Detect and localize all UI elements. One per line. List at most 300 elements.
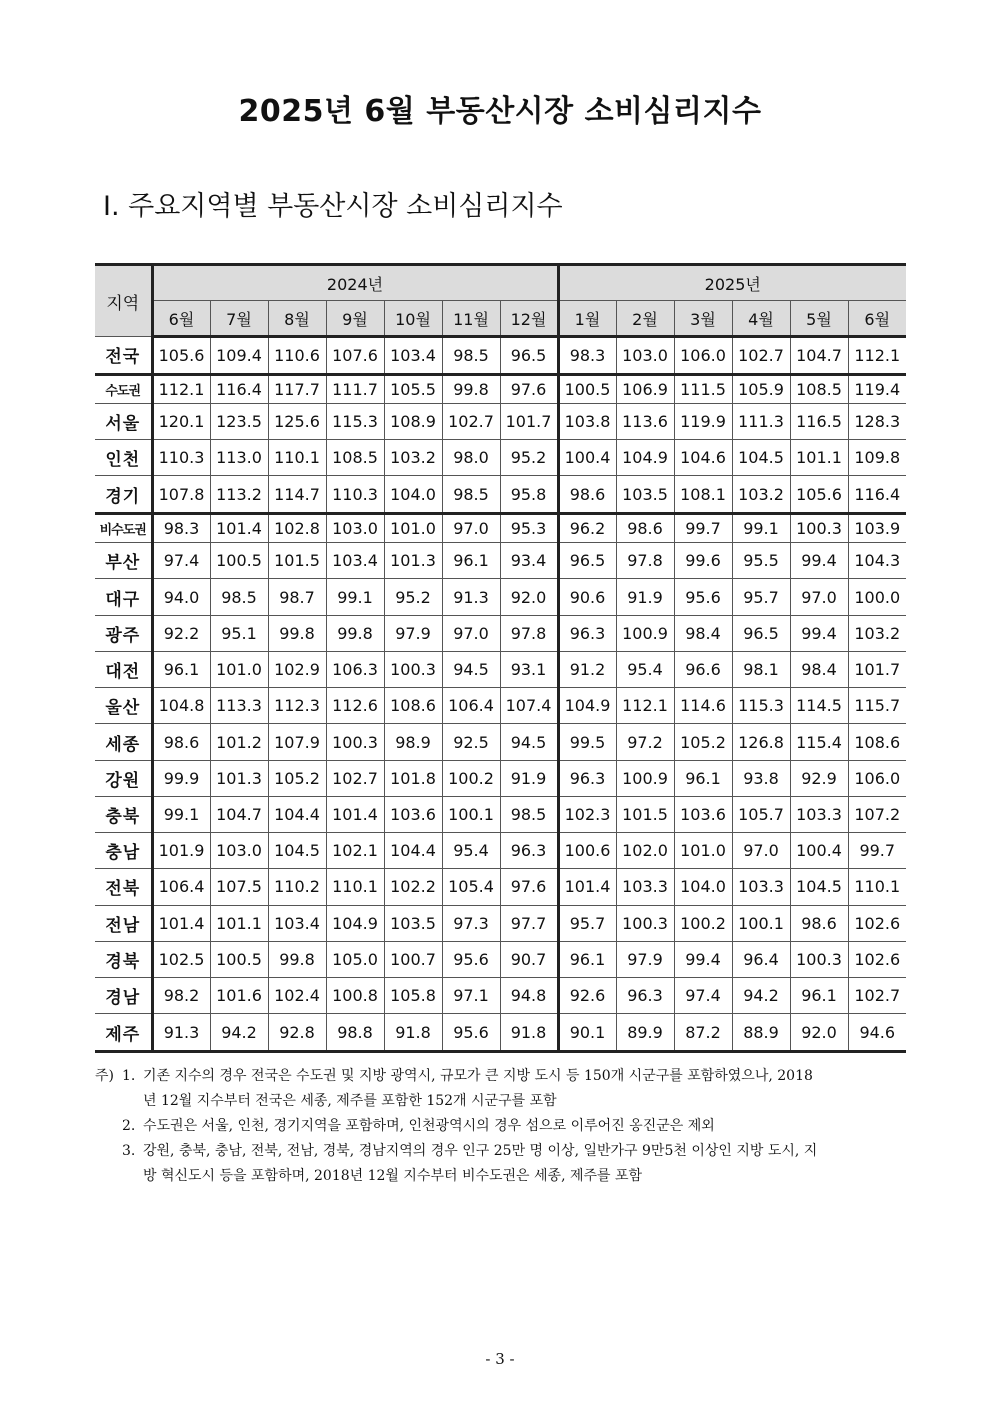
value-cell: 97.6 [500, 869, 558, 905]
value-cell: 97.8 [500, 615, 558, 651]
value-cell: 91.8 [500, 1014, 558, 1052]
region-cell: 대전 [95, 651, 152, 687]
footnote-line [95, 1064, 911, 1089]
value-cell: 97.0 [442, 513, 500, 542]
value-cell: 94.5 [442, 651, 500, 687]
region-cell: 대구 [95, 579, 152, 615]
value-cell: 100.9 [616, 615, 674, 651]
table-row [95, 724, 906, 760]
value-cell: 94.2 [732, 978, 790, 1014]
value-cell: 92.9 [790, 760, 848, 796]
value-cell: 101.7 [848, 651, 906, 687]
region-cell: 전국 [95, 337, 152, 375]
value-cell: 104.6 [674, 440, 732, 476]
region-cell: 전북 [95, 869, 152, 905]
value-cell: 103.2 [732, 476, 790, 514]
value-cell: 98.2 [152, 978, 210, 1014]
value-cell: 97.1 [442, 978, 500, 1014]
value-cell: 98.5 [500, 796, 558, 832]
month-header: 8월 [268, 301, 326, 337]
value-cell: 108.6 [384, 688, 442, 724]
value-cell: 97.3 [442, 905, 500, 941]
value-cell: 96.1 [674, 760, 732, 796]
value-cell: 95.5 [732, 543, 790, 579]
value-cell: 99.1 [152, 796, 210, 832]
value-cell: 104.5 [790, 869, 848, 905]
region-cell: 울산 [95, 688, 152, 724]
value-cell: 96.1 [442, 543, 500, 579]
value-cell: 96.1 [790, 978, 848, 1014]
value-cell: 102.0 [616, 833, 674, 869]
value-cell: 102.4 [268, 978, 326, 1014]
value-cell: 96.3 [500, 833, 558, 869]
consumer-sentiment-table [95, 263, 906, 1053]
value-cell: 102.6 [848, 905, 906, 941]
table-row [95, 688, 906, 724]
value-cell: 123.5 [210, 403, 268, 439]
value-cell: 87.2 [674, 1014, 732, 1052]
table-row [95, 1014, 906, 1052]
table-row [95, 651, 906, 687]
value-cell: 98.4 [790, 651, 848, 687]
value-cell: 98.5 [442, 476, 500, 514]
value-cell: 103.2 [384, 440, 442, 476]
value-cell: 99.1 [732, 513, 790, 542]
value-cell: 109.4 [210, 337, 268, 375]
value-cell: 94.8 [500, 978, 558, 1014]
value-cell: 97.0 [790, 579, 848, 615]
value-cell: 112.1 [616, 688, 674, 724]
value-cell: 99.8 [268, 615, 326, 651]
month-header: 7월 [210, 301, 268, 337]
value-cell: 105.8 [384, 978, 442, 1014]
month-header: 1월 [558, 301, 616, 337]
value-cell: 100.4 [790, 833, 848, 869]
value-cell: 96.2 [558, 513, 616, 542]
value-cell: 97.0 [442, 615, 500, 651]
value-cell: 92.8 [268, 1014, 326, 1052]
value-cell: 125.6 [268, 403, 326, 439]
footnote-number: 1. [122, 1068, 136, 1084]
value-cell: 100.1 [442, 796, 500, 832]
value-cell: 92.6 [558, 978, 616, 1014]
value-cell: 102.3 [558, 796, 616, 832]
value-cell: 98.3 [558, 337, 616, 375]
value-cell: 100.2 [442, 760, 500, 796]
value-cell: 101.3 [384, 543, 442, 579]
value-cell: 108.6 [848, 724, 906, 760]
value-cell: 95.1 [210, 615, 268, 651]
value-cell: 95.4 [442, 833, 500, 869]
value-cell: 95.4 [616, 651, 674, 687]
month-header: 11월 [442, 301, 500, 337]
table-row [95, 905, 906, 941]
value-cell: 100.5 [210, 941, 268, 977]
value-cell: 100.6 [558, 833, 616, 869]
value-cell: 116.4 [210, 374, 268, 403]
table-row [95, 833, 906, 869]
value-cell: 103.3 [732, 869, 790, 905]
value-cell: 98.6 [790, 905, 848, 941]
value-cell: 93.8 [732, 760, 790, 796]
value-cell: 102.5 [152, 941, 210, 977]
region-cell: 서울 [95, 403, 152, 439]
value-cell: 103.5 [384, 905, 442, 941]
region-cell: 수도권 [95, 374, 152, 403]
value-cell: 97.2 [616, 724, 674, 760]
value-cell: 94.5 [500, 724, 558, 760]
value-cell: 97.6 [500, 374, 558, 403]
region-cell: 전남 [95, 905, 152, 941]
value-cell: 115.7 [848, 688, 906, 724]
value-cell: 97.4 [674, 978, 732, 1014]
month-header: 10월 [384, 301, 442, 337]
value-cell: 103.3 [616, 869, 674, 905]
value-cell: 100.4 [558, 440, 616, 476]
value-cell: 95.2 [384, 579, 442, 615]
value-cell: 96.5 [500, 337, 558, 375]
table-row [95, 513, 906, 542]
value-cell: 101.4 [558, 869, 616, 905]
value-cell: 103.5 [616, 476, 674, 514]
value-cell: 98.9 [384, 724, 442, 760]
value-cell: 126.8 [732, 724, 790, 760]
month-header: 2월 [616, 301, 674, 337]
value-cell: 96.3 [558, 760, 616, 796]
value-cell: 97.8 [616, 543, 674, 579]
value-cell: 95.8 [500, 476, 558, 514]
month-header: 9월 [326, 301, 384, 337]
value-cell: 105.5 [384, 374, 442, 403]
value-cell: 101.0 [674, 833, 732, 869]
value-cell: 94.2 [210, 1014, 268, 1052]
value-cell: 106.0 [848, 760, 906, 796]
table-row [95, 869, 906, 905]
value-cell: 107.5 [210, 869, 268, 905]
value-cell: 99.7 [848, 833, 906, 869]
month-header: 12월 [500, 301, 558, 337]
value-cell: 102.7 [732, 337, 790, 375]
value-cell: 111.3 [732, 403, 790, 439]
value-cell: 90.7 [500, 941, 558, 977]
value-cell: 92.5 [442, 724, 500, 760]
footnote-line [95, 1139, 911, 1164]
value-cell: 101.5 [268, 543, 326, 579]
footnote-prefix: 주) [95, 1068, 114, 1084]
region-cell: 부산 [95, 543, 152, 579]
value-cell: 98.4 [674, 615, 732, 651]
value-cell: 114.5 [790, 688, 848, 724]
value-cell: 103.4 [326, 543, 384, 579]
region-cell: 광주 [95, 615, 152, 651]
footnote-number: 3. [122, 1143, 136, 1159]
value-cell: 116.4 [848, 476, 906, 514]
value-cell: 113.0 [210, 440, 268, 476]
value-cell: 103.6 [384, 796, 442, 832]
value-cell: 91.3 [152, 1014, 210, 1052]
value-cell: 96.4 [732, 941, 790, 977]
value-cell: 103.8 [558, 403, 616, 439]
value-cell: 105.7 [732, 796, 790, 832]
footnotes [95, 1064, 911, 1189]
value-cell: 101.4 [152, 905, 210, 941]
value-cell: 108.5 [326, 440, 384, 476]
value-cell: 98.5 [210, 579, 268, 615]
value-cell: 110.3 [326, 476, 384, 514]
footnote-text: 강원, 충북, 충남, 전북, 전남, 경북, 경남지역의 경우 인구 25만 명 이상, 일반가구 9만5천 이상인 지방 도시, 지 [143, 1143, 818, 1159]
value-cell: 95.6 [442, 1014, 500, 1052]
table-body [95, 337, 906, 1052]
value-cell: 97.7 [500, 905, 558, 941]
value-cell: 110.3 [152, 440, 210, 476]
value-cell: 104.0 [674, 869, 732, 905]
value-cell: 105.2 [674, 724, 732, 760]
value-cell: 107.6 [326, 337, 384, 375]
year-header-row [95, 265, 906, 301]
table-row [95, 337, 906, 375]
value-cell: 113.6 [616, 403, 674, 439]
value-cell: 100.0 [848, 579, 906, 615]
value-cell: 105.2 [268, 760, 326, 796]
value-cell: 110.2 [268, 869, 326, 905]
value-cell: 103.0 [210, 833, 268, 869]
value-cell: 100.2 [674, 905, 732, 941]
table-row [95, 543, 906, 579]
value-cell: 107.8 [152, 476, 210, 514]
value-cell: 104.3 [848, 543, 906, 579]
month-header: 6월 [848, 301, 906, 337]
value-cell: 128.3 [848, 403, 906, 439]
value-cell: 95.7 [732, 579, 790, 615]
value-cell: 103.0 [616, 337, 674, 375]
value-cell: 93.4 [500, 543, 558, 579]
value-cell: 99.7 [674, 513, 732, 542]
value-cell: 98.5 [442, 337, 500, 375]
value-cell: 112.1 [848, 337, 906, 375]
value-cell: 100.3 [790, 941, 848, 977]
value-cell: 105.4 [442, 869, 500, 905]
value-cell: 101.1 [210, 905, 268, 941]
value-cell: 90.6 [558, 579, 616, 615]
month-header: 4월 [732, 301, 790, 337]
region-cell: 경북 [95, 941, 152, 977]
value-cell: 98.7 [268, 579, 326, 615]
value-cell: 96.6 [674, 651, 732, 687]
value-cell: 102.6 [848, 941, 906, 977]
value-cell: 108.9 [384, 403, 442, 439]
month-header: 5월 [790, 301, 848, 337]
page-title: 2025년 6월 부동산시장 소비심리지수 [238, 94, 762, 129]
footnote-text: 년 12월 지수부터 전국은 세종, 제주를 포함한 152개 시군구를 포함 [143, 1093, 557, 1109]
value-cell: 102.7 [326, 760, 384, 796]
value-cell: 100.8 [326, 978, 384, 1014]
value-cell: 104.8 [152, 688, 210, 724]
value-cell: 111.5 [674, 374, 732, 403]
value-cell: 101.6 [210, 978, 268, 1014]
value-cell: 91.8 [384, 1014, 442, 1052]
footnote-text: 방 혁신도시 등을 포함하며, 2018년 12월 지수부터 비수도권은 세종, 제주를 포함 [143, 1168, 643, 1184]
value-cell: 99.4 [674, 941, 732, 977]
value-cell: 110.1 [326, 869, 384, 905]
value-cell: 101.1 [790, 440, 848, 476]
value-cell: 104.7 [210, 796, 268, 832]
value-cell: 96.3 [616, 978, 674, 1014]
value-cell: 113.2 [210, 476, 268, 514]
value-cell: 114.6 [674, 688, 732, 724]
value-cell: 96.1 [152, 651, 210, 687]
region-cell: 비수도권 [95, 513, 152, 542]
value-cell: 103.4 [384, 337, 442, 375]
value-cell: 96.5 [558, 543, 616, 579]
value-cell: 95.6 [674, 579, 732, 615]
value-cell: 89.9 [616, 1014, 674, 1052]
value-cell: 103.9 [848, 513, 906, 542]
value-cell: 119.9 [674, 403, 732, 439]
table-row [95, 615, 906, 651]
value-cell: 105.0 [326, 941, 384, 977]
value-cell: 100.1 [732, 905, 790, 941]
value-cell: 109.8 [848, 440, 906, 476]
footnote-line [95, 1089, 911, 1114]
value-cell: 103.0 [326, 513, 384, 542]
value-cell: 100.3 [616, 905, 674, 941]
value-cell: 94.6 [848, 1014, 906, 1052]
year-header-2024: 2024년 [152, 265, 558, 301]
value-cell: 112.1 [152, 374, 210, 403]
region-column-header: 지역 [95, 265, 152, 337]
value-cell: 105.6 [790, 476, 848, 514]
value-cell: 102.9 [268, 651, 326, 687]
value-cell: 96.3 [558, 615, 616, 651]
value-cell: 100.5 [210, 543, 268, 579]
value-cell: 92.0 [790, 1014, 848, 1052]
value-cell: 88.9 [732, 1014, 790, 1052]
value-cell: 98.0 [442, 440, 500, 476]
value-cell: 120.1 [152, 403, 210, 439]
value-cell: 110.1 [268, 440, 326, 476]
region-cell: 경기 [95, 476, 152, 514]
value-cell: 101.5 [616, 796, 674, 832]
region-cell: 인천 [95, 440, 152, 476]
value-cell: 101.4 [326, 796, 384, 832]
table-row [95, 760, 906, 796]
value-cell: 90.1 [558, 1014, 616, 1052]
value-cell: 103.4 [268, 905, 326, 941]
value-cell: 99.9 [152, 760, 210, 796]
value-cell: 107.9 [268, 724, 326, 760]
value-cell: 106.3 [326, 651, 384, 687]
value-cell: 100.9 [616, 760, 674, 796]
value-cell: 99.6 [674, 543, 732, 579]
value-cell: 98.6 [616, 513, 674, 542]
value-cell: 97.4 [152, 543, 210, 579]
value-cell: 116.5 [790, 403, 848, 439]
footnote-line [95, 1114, 911, 1139]
value-cell: 102.7 [848, 978, 906, 1014]
value-cell: 96.1 [558, 941, 616, 977]
value-cell: 105.6 [152, 337, 210, 375]
value-cell: 92.2 [152, 615, 210, 651]
value-cell: 97.0 [732, 833, 790, 869]
value-cell: 103.6 [674, 796, 732, 832]
value-cell: 100.5 [558, 374, 616, 403]
value-cell: 99.8 [442, 374, 500, 403]
table-row [95, 403, 906, 439]
value-cell: 99.5 [558, 724, 616, 760]
value-cell: 104.5 [268, 833, 326, 869]
value-cell: 106.4 [442, 688, 500, 724]
value-cell: 107.4 [500, 688, 558, 724]
value-cell: 115.3 [732, 688, 790, 724]
value-cell: 103.2 [848, 615, 906, 651]
year-header-2025: 2025년 [558, 265, 906, 301]
table-row [95, 440, 906, 476]
value-cell: 97.9 [616, 941, 674, 977]
value-cell: 97.9 [384, 615, 442, 651]
region-cell: 경남 [95, 978, 152, 1014]
value-cell: 112.6 [326, 688, 384, 724]
value-cell: 117.7 [268, 374, 326, 403]
value-cell: 101.3 [210, 760, 268, 796]
value-cell: 101.4 [210, 513, 268, 542]
value-cell: 108.1 [674, 476, 732, 514]
table-row [95, 476, 906, 514]
table-row [95, 796, 906, 832]
value-cell: 110.6 [268, 337, 326, 375]
value-cell: 91.9 [500, 760, 558, 796]
month-header-row [95, 301, 906, 337]
value-cell: 110.1 [848, 869, 906, 905]
value-cell: 102.1 [326, 833, 384, 869]
value-cell: 104.0 [384, 476, 442, 514]
region-cell: 제주 [95, 1014, 152, 1052]
value-cell: 101.7 [500, 403, 558, 439]
value-cell: 101.8 [384, 760, 442, 796]
region-cell: 세종 [95, 724, 152, 760]
table-row [95, 978, 906, 1014]
value-cell: 101.0 [384, 513, 442, 542]
value-cell: 102.2 [384, 869, 442, 905]
value-cell: 101.2 [210, 724, 268, 760]
value-cell: 91.2 [558, 651, 616, 687]
value-cell: 108.5 [790, 374, 848, 403]
value-cell: 106.4 [152, 869, 210, 905]
value-cell: 115.3 [326, 403, 384, 439]
value-cell: 101.0 [210, 651, 268, 687]
table-row [95, 374, 906, 403]
value-cell: 95.6 [442, 941, 500, 977]
value-cell: 91.3 [442, 579, 500, 615]
value-cell: 98.3 [152, 513, 210, 542]
value-cell: 104.9 [616, 440, 674, 476]
value-cell: 102.7 [442, 403, 500, 439]
value-cell: 104.4 [384, 833, 442, 869]
value-cell: 107.2 [848, 796, 906, 832]
value-cell: 92.0 [500, 579, 558, 615]
value-cell: 98.8 [326, 1014, 384, 1052]
value-cell: 101.9 [152, 833, 210, 869]
value-cell: 98.1 [732, 651, 790, 687]
value-cell: 95.3 [500, 513, 558, 542]
value-cell: 100.7 [384, 941, 442, 977]
footnote-line [95, 1164, 911, 1189]
value-cell: 115.4 [790, 724, 848, 760]
value-cell: 104.7 [790, 337, 848, 375]
value-cell: 99.4 [790, 615, 848, 651]
value-cell: 99.4 [790, 543, 848, 579]
value-cell: 96.5 [732, 615, 790, 651]
value-cell: 93.1 [500, 651, 558, 687]
